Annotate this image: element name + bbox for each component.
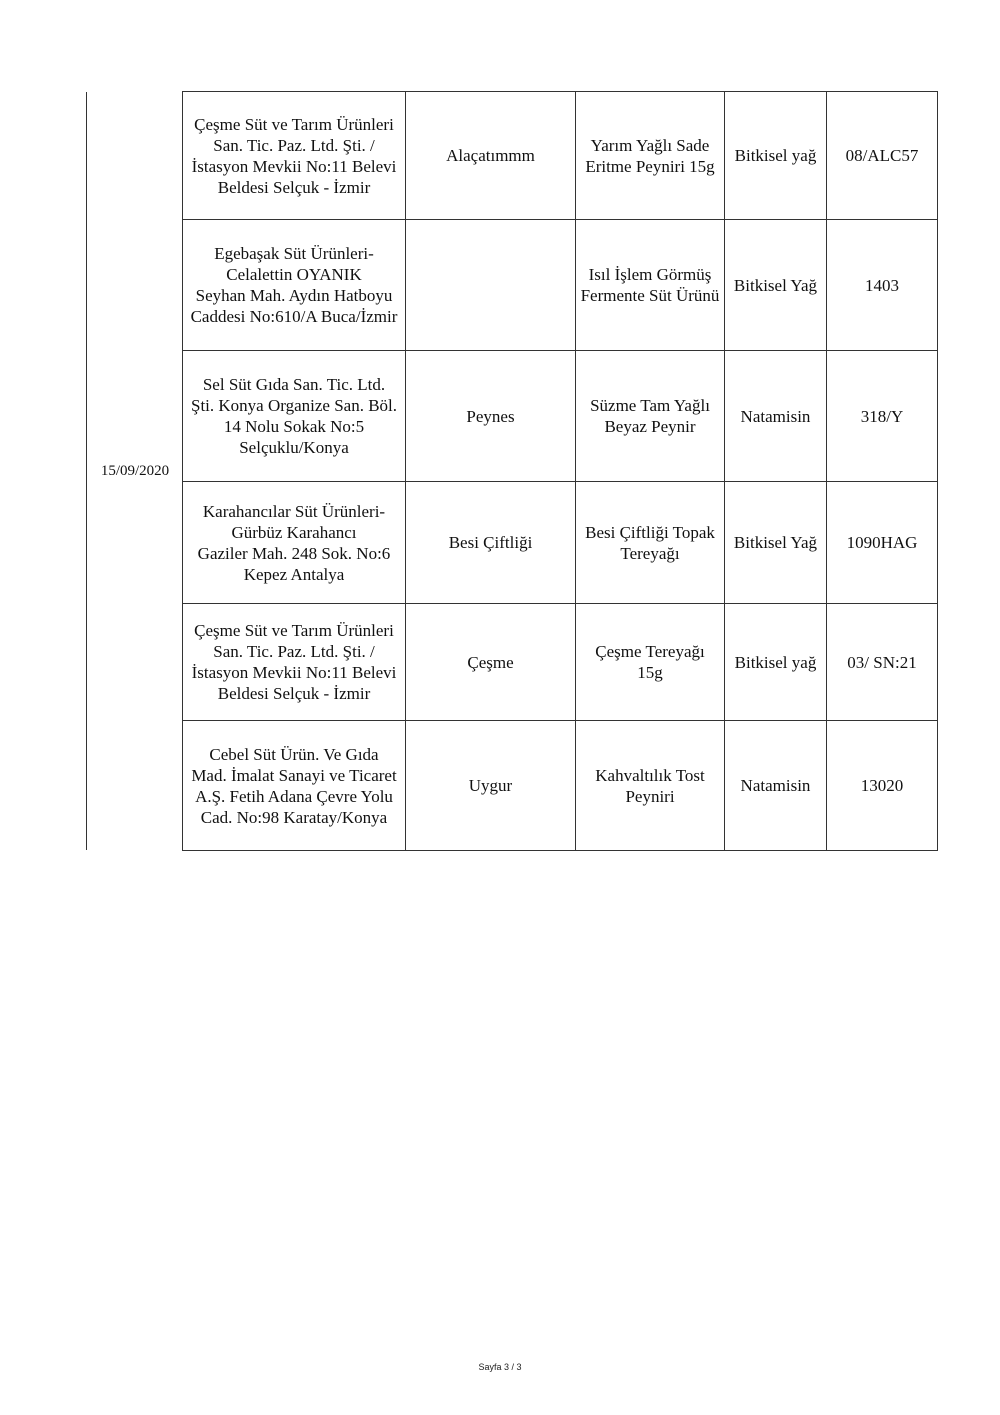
adulterant-cell: Bitkisel Yağ: [725, 220, 827, 351]
table-row: [183, 351, 938, 482]
batch-cell: 13020: [827, 721, 938, 851]
firm-cell: Çeşme Süt ve Tarım Ürünleri San. Tic. Paz. Ltd. Şti. / İstasyon Mevkii No:11 Belevi Beldesi Selçuk - İzmir: [183, 92, 406, 220]
brand-cell: Besi Çiftliği: [406, 482, 576, 604]
table-row: [183, 92, 938, 220]
firm-cell: Cebel Süt Ürün. Ve Gıda Mad. İmalat Sanayi ve Ticaret A.Ş. Fetih Adana Çevre Yolu Cad. No:98 Karatay/Konya: [183, 721, 406, 851]
adulterant-cell: Bitkisel yağ: [725, 604, 827, 721]
table-row: [183, 721, 938, 851]
table-row: [183, 604, 938, 721]
batch-cell: 318/Y: [827, 351, 938, 482]
firm-cell: Karahancılar Süt Ürünleri- Gürbüz Karahancı Gaziler Mah. 248 Sok. No:6 Kepez Antalya: [183, 482, 406, 604]
adulterant-cell: Natamisin: [725, 351, 827, 482]
table-row: [183, 482, 938, 604]
page-footer: Sayfa 3 / 3: [478, 1362, 522, 1372]
firm-cell: Çeşme Süt ve Tarım Ürünleri San. Tic. Paz. Ltd. Şti. / İstasyon Mevkii No:11 Belevi Beldesi Selçuk - İzmir: [183, 604, 406, 721]
batch-cell: 1090HAG: [827, 482, 938, 604]
firm-cell: Egebaşak Süt Ürünleri- Celalettin OYANIK Seyhan Mah. Aydın Hatboyu Caddesi No:610/A Buca/İzmir: [183, 220, 406, 351]
product-cell: Isıl İşlem Görmüş Fermente Süt Ürünü: [576, 220, 725, 351]
adulterant-cell: Bitkisel Yağ: [725, 482, 827, 604]
firm-cell: Sel Süt Gıda San. Tic. Ltd. Şti. Konya Organize San. Böl. 14 Nolu Sokak No:5 Selçuklu/Konya: [183, 351, 406, 482]
brand-cell: Uygur: [406, 721, 576, 851]
date-cell: 15/09/2020: [100, 463, 170, 479]
brand-cell: Peynes: [406, 351, 576, 482]
adulterant-cell: Natamisin: [725, 721, 827, 851]
brand-cell: Alaçatımmm: [406, 92, 576, 220]
product-cell: Süzme Tam Yağlı Beyaz Peynir: [576, 351, 725, 482]
table-row: [183, 220, 938, 351]
product-cell: Yarım Yağlı Sade Eritme Peyniri 15g: [576, 92, 725, 220]
records-table: [182, 91, 938, 851]
date-column-border: [86, 92, 87, 850]
batch-cell: 08/ALC57: [827, 92, 938, 220]
product-cell: Besi Çiftliği Topak Tereyağı: [576, 482, 725, 604]
adulterant-cell: Bitkisel yağ: [725, 92, 827, 220]
product-cell: Çeşme Tereyağı 15g: [576, 604, 725, 721]
batch-cell: 03/ SN:21: [827, 604, 938, 721]
batch-cell: 1403: [827, 220, 938, 351]
brand-cell: [406, 220, 576, 351]
product-cell: Kahvaltılık Tost Peyniri: [576, 721, 725, 851]
brand-cell: Çeşme: [406, 604, 576, 721]
